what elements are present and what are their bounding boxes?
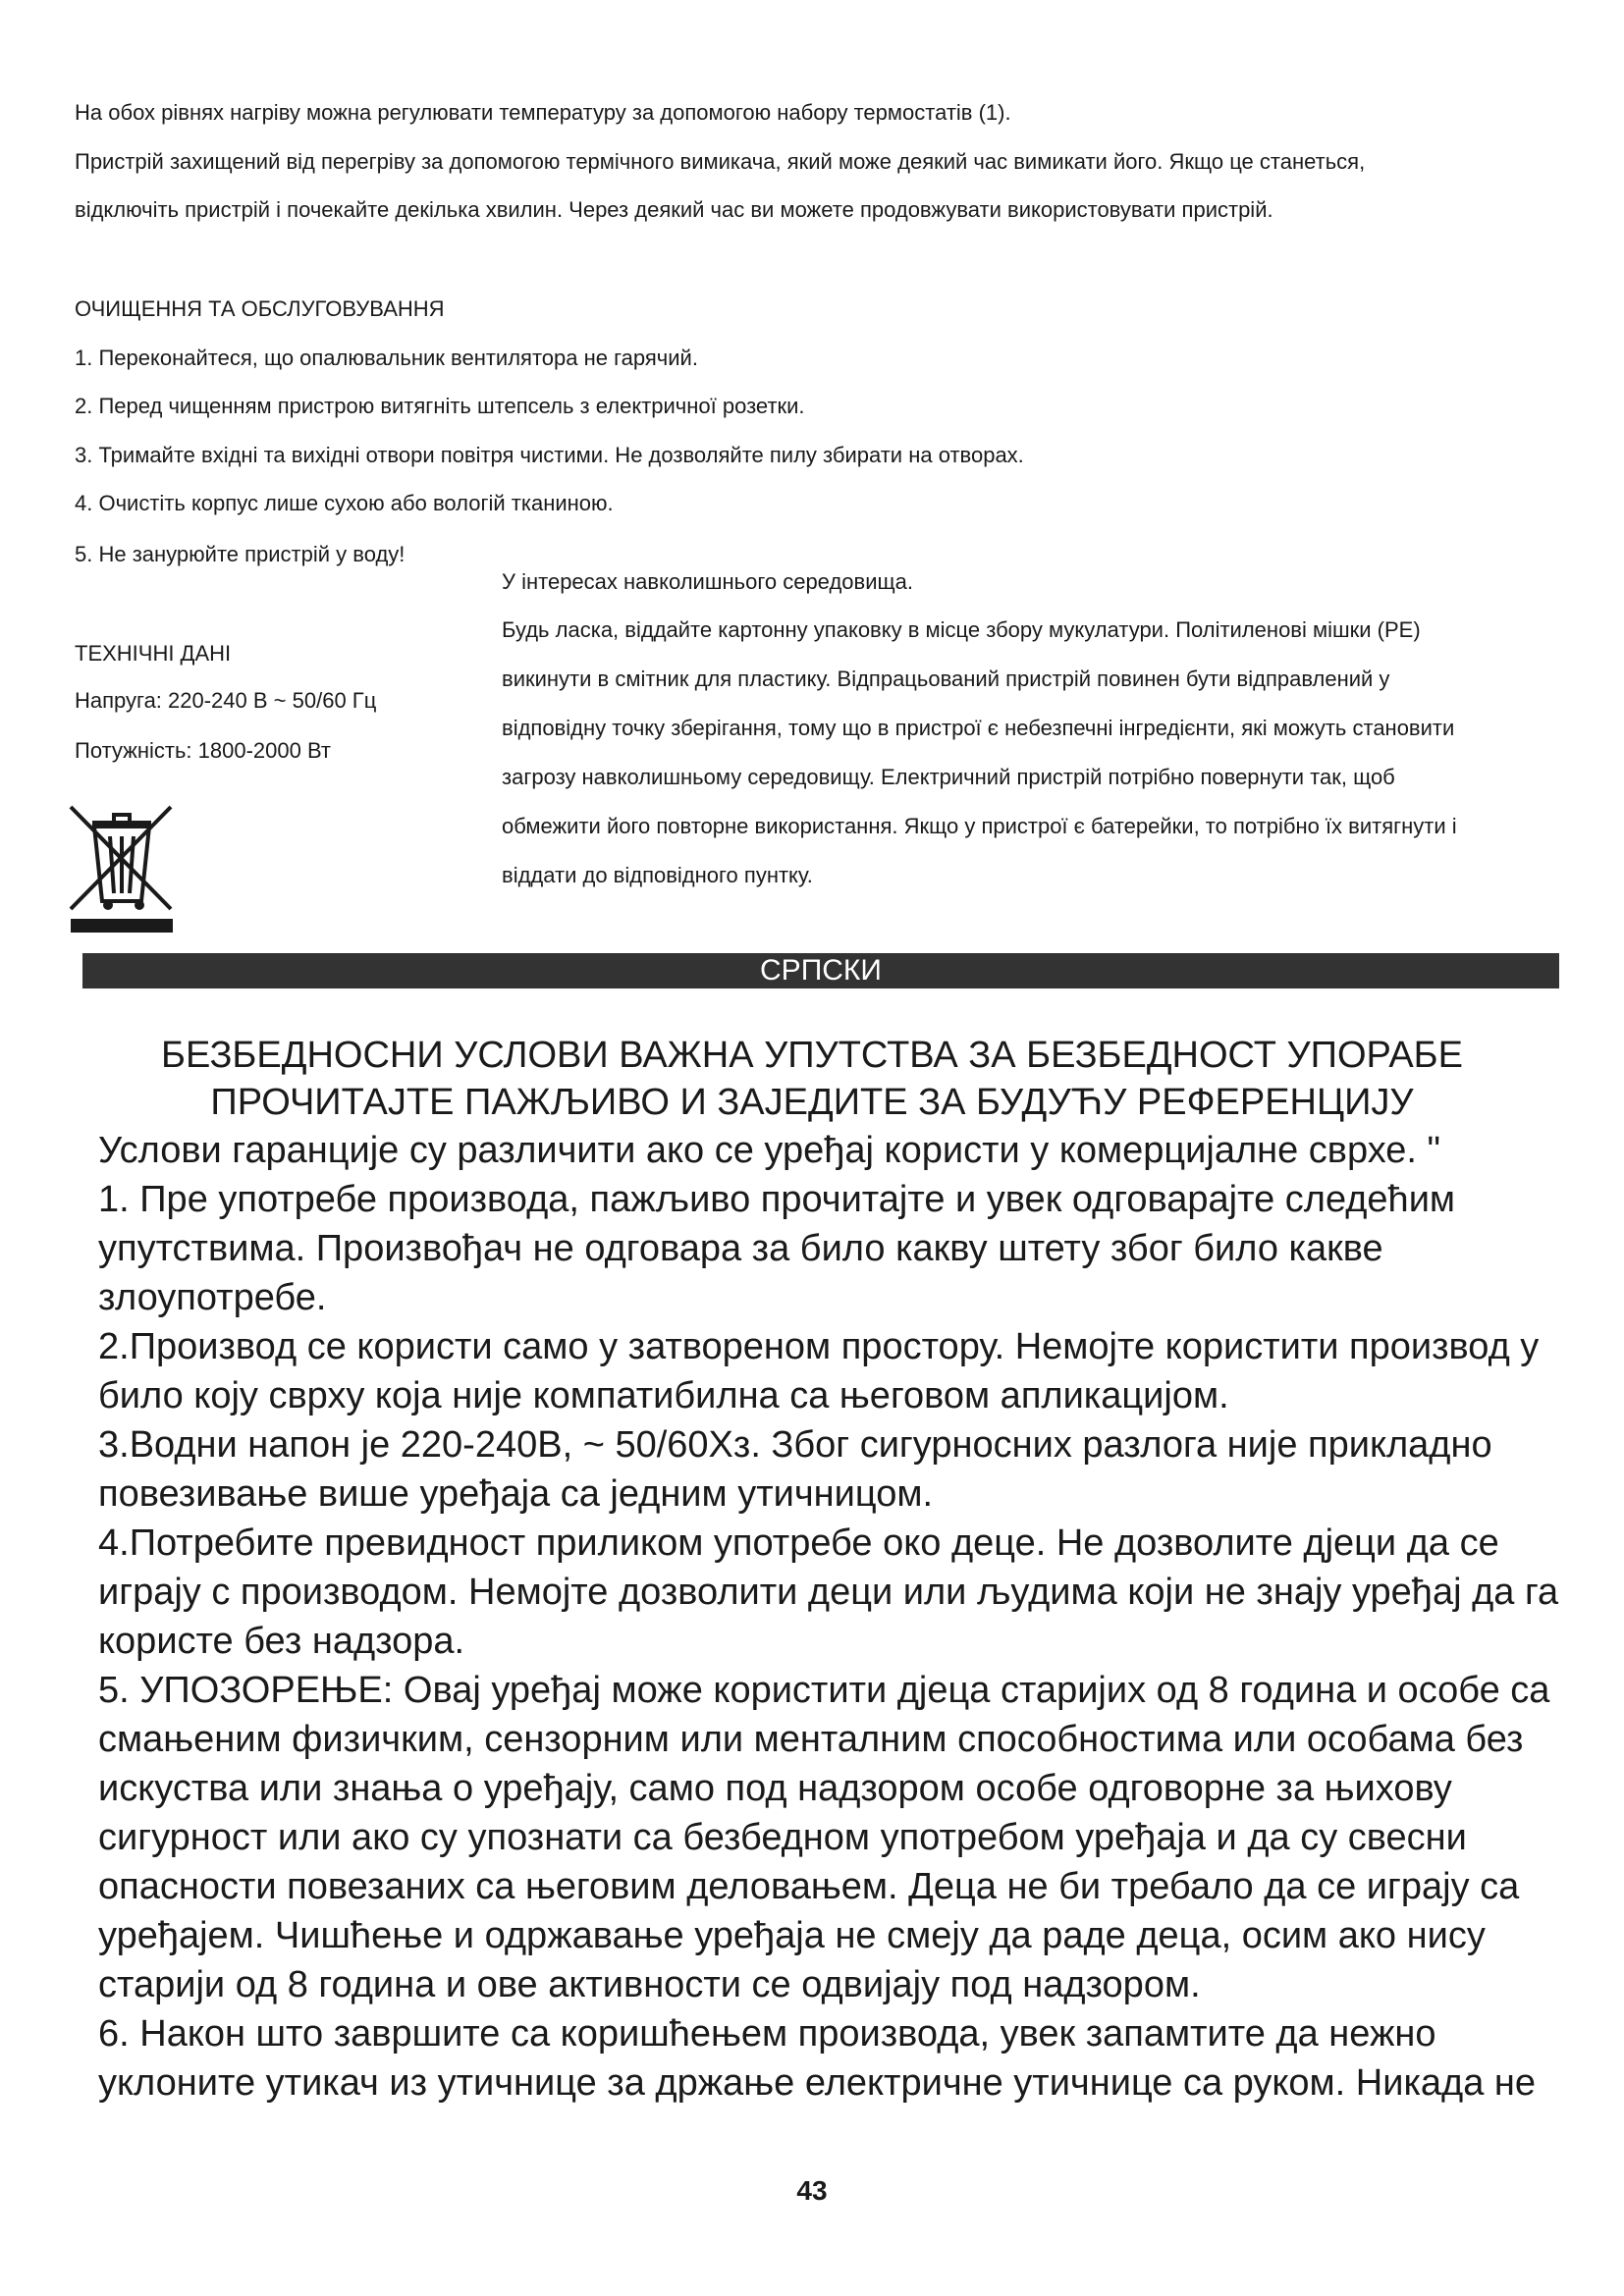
intro-overheat-line-2: відключіть пристрій і почекайте декілька хвилин. Через деякий час ви можете продовжувати використовувати пристрій. [75, 197, 1273, 222]
serbian-line-16: опасности повезаних са његовим деловањем. Деца не би требало да се играју са [98, 1866, 1520, 1907]
environment-line-1: У інтересах навколишнього середовища. [502, 569, 913, 594]
serbian-line-7: 3.Водни напон је 220-240В, ~ 50/60Хз. Због сигурносних разлога није прикладно [98, 1424, 1492, 1466]
weee-bin-icon [65, 803, 179, 934]
serbian-line-1: Услови гаранције су различити ако се уређај користи у комерцијалне сврхе. " [98, 1130, 1441, 1171]
intro-thermostat-text: На обох рівнях нагріву можна регулювати температуру за допомогою набору термостатів (1). [75, 100, 1011, 125]
cleaning-title: ОЧИЩЕННЯ ТА ОБСЛУГОВУВАННЯ [75, 296, 445, 321]
page-number: 43 [796, 2175, 828, 2206]
serbian-line-13: смањеним физичким, сензорним или менталним способностима или особама без [98, 1719, 1524, 1760]
serbian-line-3: упутствима. Произвођач не одговара за било какву штету због било какве [98, 1228, 1383, 1269]
language-banner: СРПСКИ [82, 953, 1559, 988]
serbian-heading-line-2: ПРОЧИТАЈТЕ ПАЖЉИВО И ЗАЈЕДИТЕ ЗА БУДУЋУ РЕФЕРЕНЦИЈУ [210, 1082, 1414, 1123]
environment-line-2: Будь ласка, віддайте картонну упаковку в місце збору мукулатури. Політиленові мішки (PE) [502, 617, 1421, 642]
serbian-line-12: 5. УПОЗОРЕЊЕ: Овај уређај може користити дјеца старијих од 8 година и особе са [98, 1670, 1550, 1711]
serbian-line-17: уређајем. Чишћење и одржавање уређаја не смеју да раде деца, осим ако нису [98, 1915, 1486, 1956]
serbian-line-18: старији од 8 година и ове активности се одвијају под надзором. [98, 1964, 1201, 2005]
cleaning-item-5: 5. Не занурюйте пристрій у воду! [75, 542, 406, 566]
cleaning-item-3: 3. Тримайте вхідні та вихідні отвори повітря чистими. Не дозволяйте пилу збирати на отворах. [75, 443, 1024, 467]
serbian-line-15: сигурност или ако су упознати са безбедном употребом уређаја и да су свесни [98, 1817, 1467, 1858]
specs-title: ТЕХНІЧНІ ДАНІ [75, 641, 232, 666]
cleaning-item-4: 4. Очистіть корпус лише сухою або вологій тканиною. [75, 491, 614, 515]
environment-line-3: викинути в смітник для пластику. Відпрацьований пристрій повинен бути відправлений у [502, 667, 1390, 691]
serbian-line-9: 4.Потребите превидност приликом употребе око деце. Не дозволите дјеци да се [98, 1522, 1499, 1564]
serbian-line-11: користе без надзора. [98, 1621, 465, 1662]
intro-overheat-line-1: Пристрій захищений від перегріву за допомогою термічного вимикача, який може деякий час вимикати його. Якщо це станеться, [75, 149, 1366, 174]
serbian-line-4: злоупотребе. [98, 1277, 327, 1318]
environment-line-7: віддати до відповідного пунтку. [502, 863, 813, 887]
serbian-line-8: повезивање више уређаја са једним утичницом. [98, 1473, 934, 1515]
serbian-line-5: 2.Производ се користи само у затвореном простору. Немојте користити производ у [98, 1326, 1540, 1367]
specs-voltage: Напруга: 220-240 В ~ 50/60 Гц [75, 688, 377, 713]
serbian-line-14: искуства или знања о уређају, само под надзором особе одговорне за њихову [98, 1768, 1452, 1809]
serbian-line-10: играју с производом. Немојте дозволити деци или људима који не знају уређај да га [98, 1572, 1559, 1613]
specs-power: Потужність: 1800-2000 Вт [75, 738, 331, 763]
serbian-line-20: уклоните утикач из утичнице за држање електричне утичнице са руком. Никада не [98, 2062, 1537, 2104]
serbian-line-6: било коју сврху која није компатибилна са његовом апликацијом. [98, 1375, 1229, 1416]
serbian-heading-line-1: БЕЗБЕДНОСНИ УСЛОВИ ВАЖНА УПУТСТВА ЗА БЕЗБЕДНОСТ УПОРАБЕ [161, 1035, 1463, 1076]
serbian-line-19: 6. Након што завршите са коришћењем производа, увек запамтите да нежно [98, 2013, 1436, 2055]
environment-line-4: відповідну точку зберігання, тому що в пристрої є небезпечні інгредієнти, які можуть становити [502, 716, 1455, 740]
cleaning-item-2: 2. Перед чищенням пристрою витягніть штепсель з електричної розетки. [75, 394, 805, 418]
cleaning-item-1: 1. Переконайтеся, що опалювальник вентилятора не гарячий. [75, 346, 698, 370]
serbian-line-2: 1. Пре употребе производа, пажљиво прочитајте и увек одговарајте следећим [98, 1179, 1456, 1220]
environment-line-6: обмежити його повторне використання. Якщо у пристрої є батерейки, то потрібно їх витягнути і [502, 814, 1457, 838]
environment-line-5: загрозу навколишньому середовищу. Електричний пристрій потрібно повернути так, щоб [502, 765, 1395, 789]
